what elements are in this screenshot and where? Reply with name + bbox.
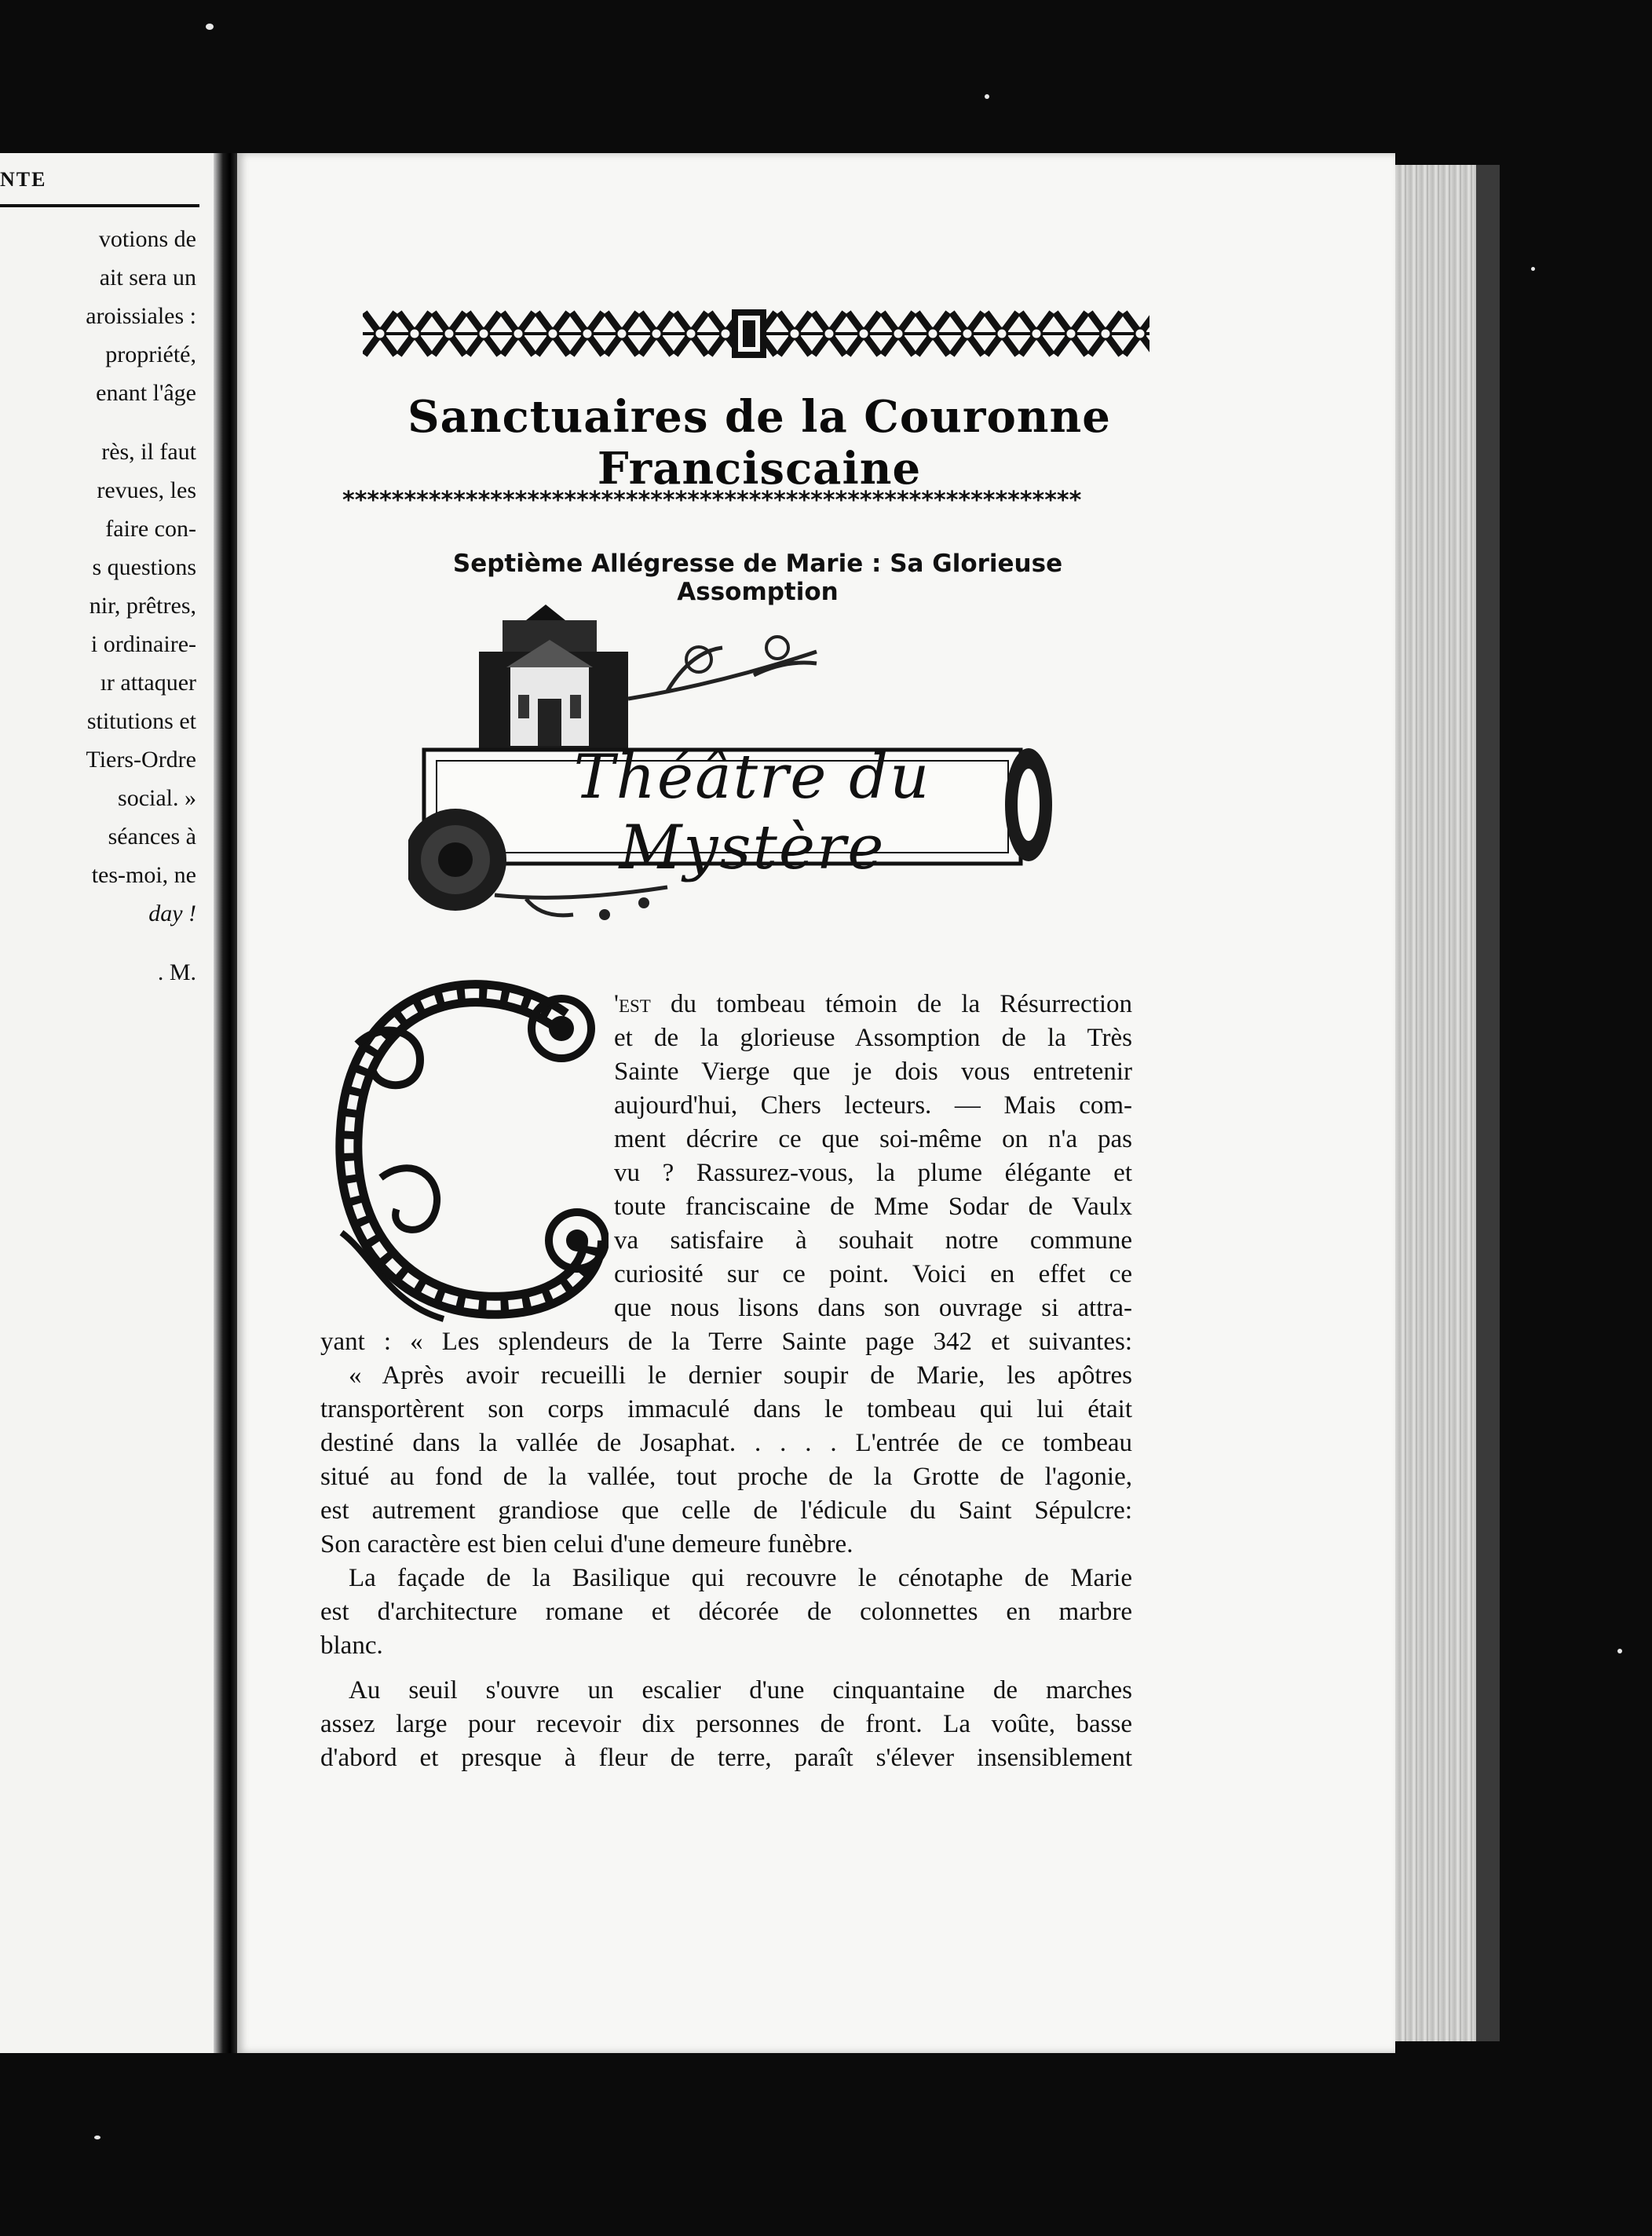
text-line: transportèrent son corps immaculé dans le tombeau qui lui était bbox=[320, 1395, 1132, 1423]
left-line: ır attaquer bbox=[100, 670, 196, 696]
left-line: tes-moi, ne bbox=[91, 862, 196, 888]
text-line: ment décrire ce que soi-même on n'a pas bbox=[614, 1125, 1132, 1153]
main-text bbox=[320, 1325, 1132, 1775]
left-line: propriété, bbox=[105, 342, 196, 367]
text-line: Au seuil s'ouvre un escalier d'une cinquantaine de marches bbox=[349, 1676, 1132, 1704]
text-span: du tombeau témoin de la Résurrection bbox=[650, 990, 1132, 1018]
left-line: faire con- bbox=[105, 516, 196, 542]
article-title: Sanctuaires de la Couronne Franciscaine bbox=[408, 391, 1111, 495]
text-line: est d'architecture romane et décorée de colonnettes en marbre bbox=[320, 1598, 1132, 1626]
left-page-text bbox=[0, 220, 196, 992]
film-speck bbox=[94, 2136, 101, 2139]
left-line: rès, il faut bbox=[101, 439, 196, 465]
left-line: i ordinaire- bbox=[90, 631, 196, 657]
left-line: social. » bbox=[118, 785, 196, 811]
left-header-text: NTE bbox=[0, 168, 47, 191]
left-line: ait sera un bbox=[99, 265, 196, 290]
left-line: séances à bbox=[108, 824, 196, 849]
ornamental-border-icon bbox=[363, 306, 1149, 361]
text-line: La façade de la Basilique qui recouvre le cénotaphe de Marie bbox=[349, 1564, 1132, 1592]
text-line: Son caractère est bien celui d'une demeure funèbre. bbox=[320, 1530, 853, 1558]
film-speck bbox=[1531, 267, 1535, 271]
text-line: « Après avoir recueilli le dernier soupir de Marie, les apôtres bbox=[349, 1361, 1132, 1390]
text-line: vu ? Rassurez-vous, la plume élégante et bbox=[614, 1159, 1132, 1187]
film-speck bbox=[1617, 1649, 1622, 1653]
text-line: assez large pour recevoir dix personnes de front. La voûte, basse bbox=[320, 1710, 1132, 1738]
ornate-dropcap-c-icon bbox=[326, 974, 609, 1343]
left-line: revues, les bbox=[97, 477, 196, 503]
film-speck bbox=[206, 24, 214, 30]
intro-column bbox=[614, 988, 1132, 1325]
text-line: Sainte Vierge que je dois vous entretenir bbox=[614, 1058, 1132, 1086]
left-line: enant l'âge bbox=[96, 380, 196, 406]
text-line: curiosité sur ce point. Voici en effet ce bbox=[614, 1260, 1132, 1288]
text-line: blanc. bbox=[320, 1631, 383, 1660]
vignette-title: Théâtre du Mystère bbox=[573, 742, 931, 883]
left-line: aroissiales : bbox=[86, 303, 196, 329]
text-line: yant : « Les splendeurs de la Terre Sainte page 342 et suivantes: bbox=[320, 1328, 1132, 1356]
left-line: nir, prêtres, bbox=[89, 593, 196, 619]
left-line: votions de bbox=[98, 226, 196, 252]
book-cover-edge bbox=[1476, 165, 1500, 2041]
text-line: est autrement grandiose que celle de l'édicule du Saint Sépulcre: bbox=[320, 1496, 1132, 1525]
left-line: day ! bbox=[148, 901, 196, 926]
text-line: aujourd'hui, Chers lecteurs. — Mais com- bbox=[614, 1091, 1132, 1120]
text-line: que nous lisons dans son ouvrage si attra- bbox=[614, 1294, 1132, 1322]
left-line: Tiers-Ordre bbox=[86, 747, 196, 773]
text-line bbox=[614, 988, 1132, 1021]
text-line: destiné dans la vallée de Josaphat. . . . . L'entrée de ce tombeau bbox=[320, 1429, 1132, 1457]
left-running-header bbox=[0, 165, 199, 207]
article-subtitle: Septième Allégresse de Marie : Sa Glorieuse Assomption bbox=[452, 550, 1063, 606]
text-line: situé au fond de la vallée, tout proche de la Grotte de l'agonie, bbox=[320, 1463, 1132, 1491]
text-line: d'abord et presque à fleur de terre, paraît s'élever insensiblement bbox=[320, 1744, 1132, 1772]
opening-word: 'est bbox=[614, 990, 651, 1018]
book-gutter bbox=[214, 153, 237, 2053]
text-line: toute franciscaine de Mme Sodar de Vaulx bbox=[614, 1193, 1132, 1221]
left-line: s questions bbox=[92, 554, 196, 580]
left-line: . M. bbox=[157, 959, 196, 985]
text-line: et de la glorieuse Assomption de la Très bbox=[614, 1024, 1132, 1052]
left-line: stitutions et bbox=[86, 708, 196, 734]
film-speck bbox=[985, 94, 989, 99]
star-divider: ************************************************************ bbox=[342, 487, 1082, 514]
text-line: va satisfaire à souhait notre commune bbox=[614, 1226, 1132, 1255]
